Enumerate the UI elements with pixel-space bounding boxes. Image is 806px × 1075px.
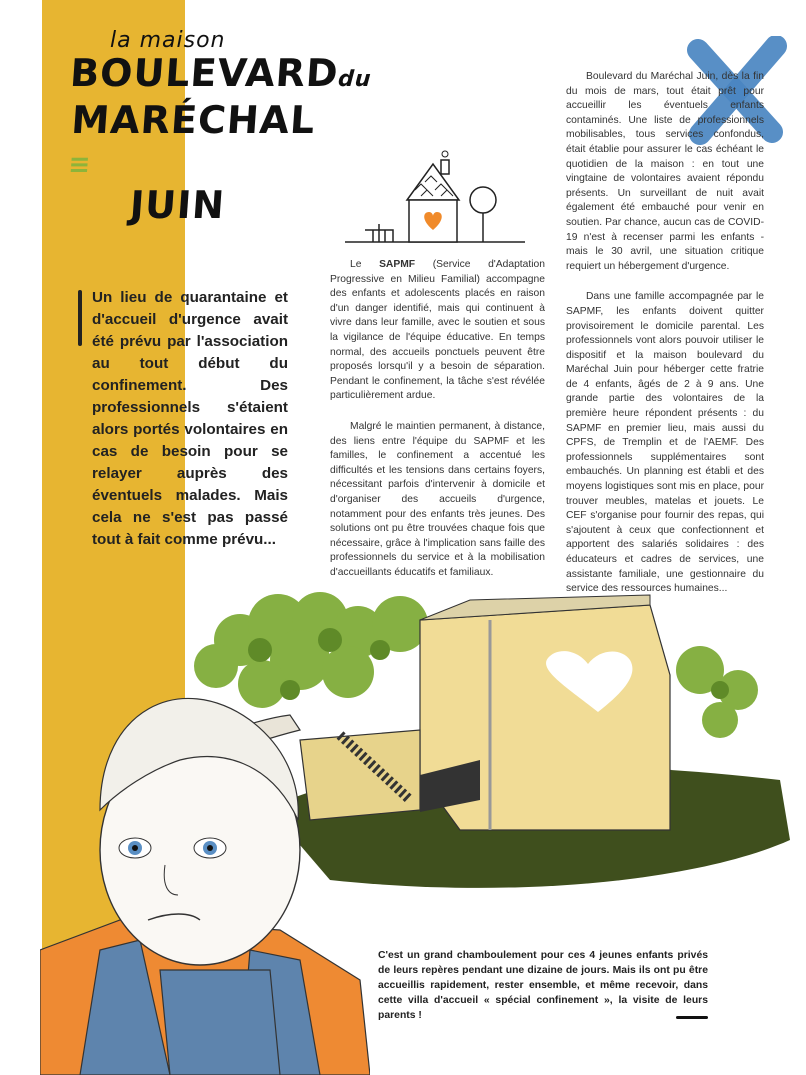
- lead-bar: [78, 290, 82, 346]
- col1-paragraph-1: Le SAPMF (Service d'Adaptation Progressive en Milieu Familial) accompagne des enfants et adolescents placés en raison d'un danger identifié, mais qui continuent à vivre dans leur famille, avec le soutien et sous la vigilance de l'équipe éducative. En temps normal, des accueils ponctuels peuvent être proposés lorsqu'il y a besoin de séparation. Pendant le confinement, la tâche s'est révélée particulièrement ardue.: [330, 259, 545, 402]
- caption-text: C'est un grand chamboulement pour ces 4 jeunes enfants privés de leurs repères pendant une dizaine de jours. Mais ils ont pu être accueillis rapidement, rester ensemble, et même recevoir, dans cette villa d'accueil « spécial confinement », la visite de leurs parents !: [378, 950, 708, 1021]
- title-line1: la maison: [110, 28, 226, 53]
- col2-paragraph-1: Boulevard du Maréchal Juin, dès la fin du mois de mars, tout était prêt pour accueillir les éventuels enfants contaminés. Une liste de professionnels mobilisables, tous services confondus, était établie pour assurer le cas échéant le quotidien de la maison : en tout une vingtaine de volontaires avaient répondu présents. Un surveillant de nuit avait également été embauché pour venir en soutien. Par chance, aucun cas de COVID-19 n'est à recenser parmi les enfants - mais le 30 avril, une situation critique requiert un hébergement d'urgence.: [566, 71, 764, 272]
- title-accent-icon: ≡: [67, 150, 93, 180]
- column-right: [566, 70, 764, 613]
- column-left: [330, 258, 545, 596]
- page-title: [67, 28, 373, 227]
- sapmf-bold: SAPMF: [379, 259, 416, 270]
- col2-paragraph-2: Dans une famille accompagnée par le SAPMF, les enfants doivent quitter provisoirement le domicile parental. Les professionnels vont alors pouvoir utiliser le dispositif et la maison boulevard du Maréchal Juin pour héberger cette fratrie de 4 enfants, âgés de 2 à 9 ans. Une grande partie des volontaires de la première heure répondent présents : du SAPMF en premier lieu, mais aussi du CPFS, de Tremplin et de l'AEMF. Des professionnels supplémentaires sont embauchés. Un planning est établi et des moyens logistiques sont mis en place, pour trouver meubles, matelas et jouets. Le CEF s'organise pour fournir des repas, qui s'ajoutent à ceux que confectionnent et apportent des salariés solidaires : des éducateurs et cadres de services, une assistante familiale, une gestionnaire du service des ressources humaines...: [566, 291, 764, 595]
- title-line2: BOULEVARD: [68, 51, 341, 95]
- lead-paragraph: Un lieu de quarantaine et d'accueil d'urgence avait été prévu par l'association au tout début du confinement. Des professionnels s'étaient alors portés volontaires en cas de besoin pour se relayer auprès des éventuels malades. Mais cela ne s'est pas passé tout à fait comme prévu...: [92, 289, 288, 548]
- caption-end-line: [676, 1016, 708, 1019]
- small-house-heart-icon: [345, 150, 525, 250]
- title-line4: JUIN: [128, 183, 227, 227]
- title-line3: MARÉCHAL: [70, 98, 317, 142]
- col1-paragraph-2: Malgré le maintien permanent, à distance, des liens entre l'équipe du SAPMF et les familles, le confinement a accentué les difficultés et les tensions dans certains foyers, nécessitant parfois d'intervenir à domicile et d'organiser des accueils d'urgence, notamment pour des enfants très jeunes. Des solutions ont pu être trouvées chaque fois que nécessaire, grâce à l'implication sans faille des professionnels du service et à la mobilisation d'accueillants éducatifs et familiaux.: [330, 420, 545, 578]
- title-line2-suffix: du: [337, 67, 373, 92]
- child-illustration: [40, 650, 370, 1075]
